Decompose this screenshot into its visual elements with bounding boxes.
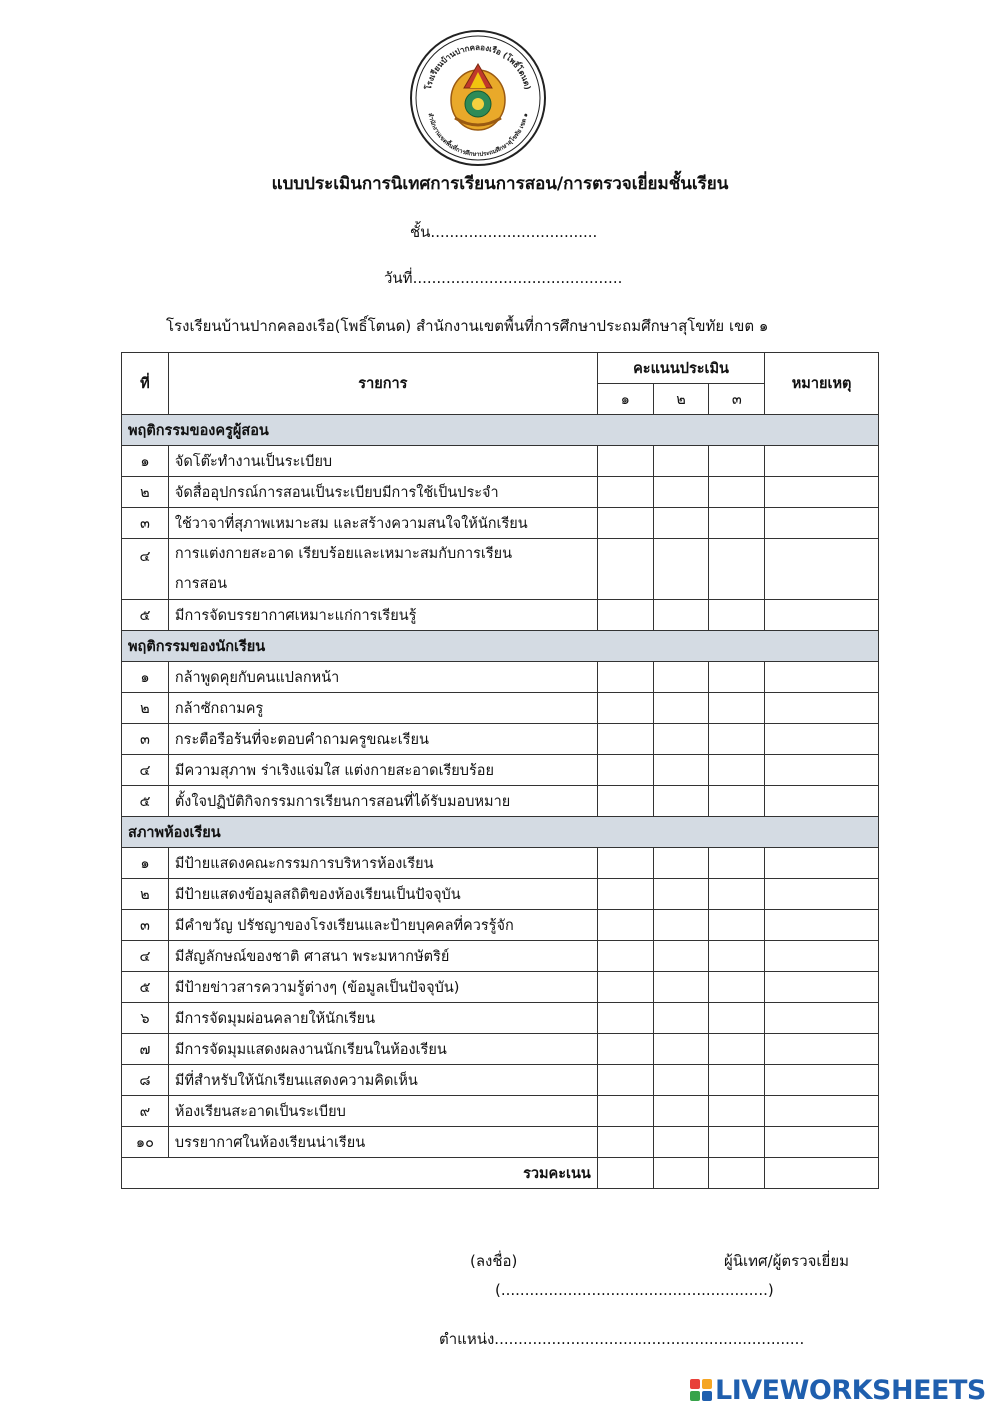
- note-cell[interactable]: [765, 508, 879, 539]
- row-number: ๒: [122, 879, 169, 910]
- row-number: ๘: [122, 1065, 169, 1096]
- score-cell[interactable]: [653, 910, 709, 941]
- score-cell[interactable]: [597, 941, 653, 972]
- score-cell[interactable]: [653, 879, 709, 910]
- section-row-student: [122, 631, 879, 662]
- score-cell[interactable]: [653, 848, 709, 879]
- note-cell[interactable]: [765, 786, 879, 817]
- total-label: รวมคะเนน: [122, 1158, 598, 1189]
- document-title: แบบประเมินการนิเทศการเรียนการสอน/การตรวจเยี่ยมชั้นเรียน: [271, 174, 729, 194]
- score-cell[interactable]: [709, 508, 765, 539]
- row-item: มีการจัดมุมแสดงผลงานนักเรียนในห้องเรียน: [168, 1034, 597, 1065]
- row-item: มีสัญลักษณ์ของชาติ ศาสนา พระมหากษัตริย์: [168, 941, 597, 972]
- note-cell[interactable]: [765, 910, 879, 941]
- table-row: [122, 1065, 879, 1096]
- row-item: มีการจัดมุมผ่อนคลายให้นักเรียน: [168, 1003, 597, 1034]
- row-item: จัดโต๊ะทำงานเป็นระเบียบ: [168, 446, 597, 477]
- section-title: พฤติกรรมของครูผู้สอน: [122, 415, 879, 446]
- row-number: ๕: [122, 786, 169, 817]
- score-cell[interactable]: [653, 477, 709, 508]
- score-cell[interactable]: [709, 1034, 765, 1065]
- row-item: จัดสื่ออุปกรณ์การสอนเป็นระเบียบมีการใช้เป็นประจำ: [168, 477, 597, 508]
- score-col-2: ๒: [653, 384, 709, 415]
- row-number: ๕: [122, 600, 169, 631]
- score-cell[interactable]: [709, 910, 765, 941]
- score-cell[interactable]: [709, 941, 765, 972]
- note-cell[interactable]: [765, 879, 879, 910]
- score-cell[interactable]: [597, 879, 653, 910]
- total-row: [122, 1158, 879, 1189]
- score-cell[interactable]: [597, 508, 653, 539]
- row-item: ตั้งใจปฏิบัติกิจกรรมการเรียนการสอนที่ได้รับมอบหมาย: [168, 786, 597, 817]
- table-row: [122, 786, 879, 817]
- col-note-header: หมายเหตุ: [765, 353, 879, 415]
- row-number: ๒: [122, 477, 169, 508]
- score-cell[interactable]: [653, 972, 709, 1003]
- score-cell[interactable]: [597, 1127, 653, 1158]
- score-cell[interactable]: [597, 1096, 653, 1127]
- score-cell[interactable]: [709, 446, 765, 477]
- school-seal-icon: [408, 28, 548, 168]
- row-item: ใช้วาจาที่สุภาพเหมาะสม และสร้างความสนใจให้นักเรียน: [168, 508, 597, 539]
- signature-role: ผู้นิเทศ/ผู้ตรวจเยี่ยม: [724, 1252, 850, 1270]
- row-item-line-1: การแต่งกายสะอาด เรียบร้อยและเหมาะสมกับการเรียน: [174, 546, 513, 562]
- score-cell[interactable]: [709, 724, 765, 755]
- row-number: ๓: [122, 508, 169, 539]
- section-row-classroom: [122, 817, 879, 848]
- row-item: มีที่สำหรับให้นักเรียนแสดงความคิดเห็น: [168, 1065, 597, 1096]
- row-number: ๒: [122, 693, 169, 724]
- score-cell[interactable]: [653, 941, 709, 972]
- score-cell[interactable]: [597, 1003, 653, 1034]
- table-row: [122, 600, 879, 631]
- score-cell[interactable]: [653, 786, 709, 817]
- score-cell[interactable]: [653, 1065, 709, 1096]
- note-cell[interactable]: [765, 662, 879, 693]
- row-number: ๓: [122, 910, 169, 941]
- row-number: ๔: [122, 755, 169, 786]
- score-col-3: ๓: [709, 384, 765, 415]
- score-cell[interactable]: [653, 1034, 709, 1065]
- grade-line: ชั้น...................................: [410, 223, 598, 241]
- table-row: [122, 508, 879, 539]
- table-row: [122, 724, 879, 755]
- logo-square: [690, 1391, 700, 1401]
- score-cell[interactable]: [709, 1003, 765, 1034]
- total-note-cell[interactable]: [765, 1158, 879, 1189]
- row-number: ๕: [122, 972, 169, 1003]
- table-row: [122, 1003, 879, 1034]
- school-logo: [408, 28, 548, 168]
- row-item: กระตือรือร้นที่จะตอบคำถามครูขณะเรียน: [168, 724, 597, 755]
- score-cell[interactable]: [597, 1034, 653, 1065]
- score-cell[interactable]: [597, 446, 653, 477]
- table-row: [122, 1127, 879, 1158]
- score-cell[interactable]: [653, 1127, 709, 1158]
- score-cell[interactable]: [709, 539, 765, 600]
- note-cell[interactable]: [765, 1003, 879, 1034]
- note-cell[interactable]: [765, 755, 879, 786]
- row-item: มีป้ายแสดงข้อมูลสถิติของห้องเรียนเป็นปัจจุบัน: [168, 879, 597, 910]
- score-cell[interactable]: [597, 910, 653, 941]
- note-cell[interactable]: [765, 446, 879, 477]
- score-cell[interactable]: [709, 786, 765, 817]
- score-cell[interactable]: [597, 600, 653, 631]
- row-item: มีป้ายแสดงคณะกรรมการบริหารห้องเรียน: [168, 848, 597, 879]
- note-cell[interactable]: [765, 1096, 879, 1127]
- note-cell[interactable]: [765, 972, 879, 1003]
- logo-square: [690, 1379, 700, 1389]
- note-cell[interactable]: [765, 600, 879, 631]
- total-score-cell[interactable]: [709, 1158, 765, 1189]
- score-cell[interactable]: [709, 1065, 765, 1096]
- signature-label: (ลงชื่อ): [470, 1252, 518, 1270]
- total-score-cell[interactable]: [653, 1158, 709, 1189]
- note-cell[interactable]: [765, 724, 879, 755]
- row-item: มีการจัดบรรยากาศเหมาะแก่การเรียนรู้: [168, 600, 597, 631]
- col-no-header: ที่: [122, 353, 169, 415]
- row-item: บรรยากาศในห้องเรียนน่าเรียน: [168, 1127, 597, 1158]
- logo-square: [702, 1379, 712, 1389]
- note-cell[interactable]: [765, 848, 879, 879]
- score-cell[interactable]: [709, 972, 765, 1003]
- section-row-teacher: [122, 415, 879, 446]
- table-row: [122, 755, 879, 786]
- score-cell[interactable]: [597, 477, 653, 508]
- score-cell[interactable]: [653, 600, 709, 631]
- liveworksheets-logo-icon: [690, 1379, 712, 1401]
- row-item: กล้าพูดคุยกับคนแปลกหน้า: [168, 662, 597, 693]
- score-cell[interactable]: [653, 508, 709, 539]
- table-row: [122, 972, 879, 1003]
- score-cell[interactable]: [597, 786, 653, 817]
- signature-name-line: (........................................................): [495, 1281, 774, 1299]
- note-cell[interactable]: [765, 941, 879, 972]
- table-row: [122, 693, 879, 724]
- score-cell[interactable]: [653, 755, 709, 786]
- row-number: ๓: [122, 724, 169, 755]
- seal-text-top: โรงเรียนบ้านปากคลองเรือ (โพธิ์โตนด): [423, 42, 533, 91]
- row-item: มีคำขวัญ ปรัชญาของโรงเรียนและป้ายบุคคลที่ควรรู้จัก: [168, 910, 597, 941]
- table-row: [122, 848, 879, 879]
- score-cell[interactable]: [709, 662, 765, 693]
- col-score-header: คะแนนประเมิน: [597, 353, 764, 384]
- row-item: มีป้ายข่าวสารความรู้ต่างๆ (ข้อมูลเป็นปัจจุบัน): [168, 972, 597, 1003]
- table-row: [122, 1034, 879, 1065]
- score-cell[interactable]: [653, 539, 709, 600]
- row-number: ๑: [122, 446, 169, 477]
- table-row: [122, 539, 879, 600]
- score-cell[interactable]: [709, 477, 765, 508]
- row-item: [168, 539, 597, 600]
- score-cell[interactable]: [653, 1003, 709, 1034]
- date-line: วันที่............................................: [384, 269, 623, 287]
- col-item-header: รายการ: [168, 353, 597, 415]
- score-cell[interactable]: [597, 972, 653, 1003]
- score-cell[interactable]: [709, 755, 765, 786]
- score-cell[interactable]: [653, 724, 709, 755]
- score-cell[interactable]: [597, 662, 653, 693]
- row-item-line-2: การสอน: [174, 576, 228, 592]
- score-cell[interactable]: [709, 1127, 765, 1158]
- row-item: ห้องเรียนสะอาดเป็นระเบียบ: [168, 1096, 597, 1127]
- score-col-1: ๑: [597, 384, 653, 415]
- score-cell[interactable]: [597, 539, 653, 600]
- seal-text-bottom: สำนักงานเขตพื้นที่การศึกษาประถมศึกษาสุโขทัย เขต ๑: [426, 112, 530, 158]
- evaluation-table: [121, 352, 879, 1189]
- brand-text: LIVEWORKSHEETS: [715, 1374, 986, 1406]
- table-row: [122, 446, 879, 477]
- row-item: กล้าซักถามครู: [168, 693, 597, 724]
- score-cell[interactable]: [597, 693, 653, 724]
- row-item: มีความสุภาพ ร่าเริงแจ่มใส แต่งกายสะอาดเรียบร้อย: [168, 755, 597, 786]
- row-number: ๖: [122, 1003, 169, 1034]
- score-cell[interactable]: [709, 848, 765, 879]
- logo-square: [702, 1391, 712, 1401]
- score-cell[interactable]: [597, 848, 653, 879]
- table-row: [122, 941, 879, 972]
- note-cell[interactable]: [765, 693, 879, 724]
- signature-position-line: ตำแหน่ง.................................................................: [439, 1330, 805, 1348]
- score-cell[interactable]: [653, 446, 709, 477]
- row-number: ๔: [122, 941, 169, 972]
- score-cell[interactable]: [597, 1065, 653, 1096]
- liveworksheets-brand: [690, 1374, 986, 1406]
- total-score-cell[interactable]: [597, 1158, 653, 1189]
- score-cell[interactable]: [709, 600, 765, 631]
- table-row: [122, 662, 879, 693]
- row-number: ๑: [122, 848, 169, 879]
- score-cell[interactable]: [709, 1096, 765, 1127]
- school-line: โรงเรียนบ้านปากคลองเรือ(โพธิ์โตนด) สำนักงานเขตพื้นที่การศึกษาประถมศึกษาสุโขทัย เขต ๑: [166, 317, 769, 335]
- section-title: พฤติกรรมของนักเรียน: [122, 631, 879, 662]
- row-number: ๗: [122, 1034, 169, 1065]
- score-cell[interactable]: [709, 693, 765, 724]
- note-cell[interactable]: [765, 1127, 879, 1158]
- table-row: [122, 1096, 879, 1127]
- section-title: สภาพห้องเรียน: [122, 817, 879, 848]
- row-number: ๙: [122, 1096, 169, 1127]
- note-cell[interactable]: [765, 1065, 879, 1096]
- score-cell[interactable]: [653, 693, 709, 724]
- table-row: [122, 910, 879, 941]
- table-row: [122, 477, 879, 508]
- score-cell[interactable]: [653, 1096, 709, 1127]
- table-row: [122, 879, 879, 910]
- score-cell[interactable]: [653, 662, 709, 693]
- row-number: ๑: [122, 662, 169, 693]
- score-cell[interactable]: [597, 724, 653, 755]
- note-cell[interactable]: [765, 539, 879, 600]
- note-cell[interactable]: [765, 1034, 879, 1065]
- row-number: ๑๐: [122, 1127, 169, 1158]
- score-cell[interactable]: [709, 879, 765, 910]
- note-cell[interactable]: [765, 477, 879, 508]
- row-number: ๔: [122, 539, 169, 600]
- score-cell[interactable]: [597, 755, 653, 786]
